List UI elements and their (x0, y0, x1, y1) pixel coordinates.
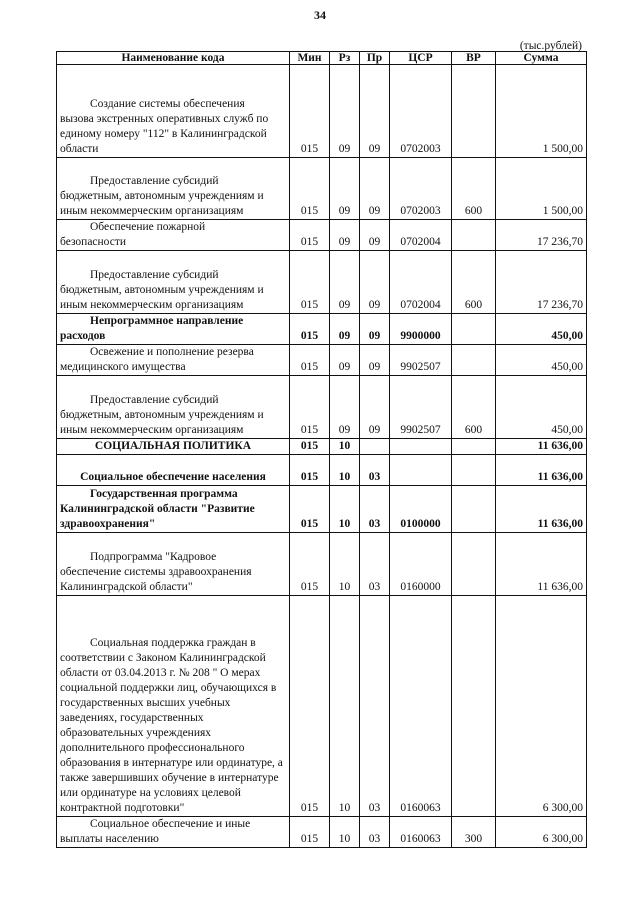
row-rz: 10 (330, 455, 360, 486)
table-row (57, 251, 587, 314)
row-min: 015 (290, 65, 330, 158)
row-sum: 6 300,00 (496, 817, 587, 848)
row-sum: 17 236,70 (496, 251, 587, 314)
table-row (57, 220, 587, 251)
row-vr: 600 (452, 158, 496, 220)
row-rz: 09 (330, 158, 360, 220)
row-min: 015 (290, 220, 330, 251)
row-sum: 11 636,00 (496, 455, 587, 486)
page-number: 34 (314, 8, 326, 22)
row-pr: 09 (360, 65, 390, 158)
row-name: Социальная поддержка граждан в соответствии с Законом Калининградской области от 03.04.2013 г. № 208 " О мерах социальной поддержки лиц, обучающихся в государственных высших учебных заведениях, государственных образовательных учреждениях дополнительного профессионального образования в интернатуре или ординатуре, а также завершивших обучение в интернатуре или ординатуре на условиях целевой контрактной подготовки" (57, 596, 290, 817)
row-vr (452, 486, 496, 533)
budget-table (56, 51, 587, 848)
row-rz: 09 (330, 220, 360, 251)
row-rz: 10 (330, 486, 360, 533)
row-name: Социальное обеспечение населения (57, 455, 290, 486)
row-name: Социальное обеспечение и иные выплаты населению (57, 817, 290, 848)
row-pr (360, 439, 390, 455)
row-min: 015 (290, 533, 330, 596)
row-min: 015 (290, 376, 330, 439)
row-csr: 0100000 (390, 486, 452, 533)
table-row (57, 817, 587, 848)
row-sum: 11 636,00 (496, 486, 587, 533)
row-csr: 0160063 (390, 817, 452, 848)
row-sum: 1 500,00 (496, 158, 587, 220)
row-rz: 10 (330, 533, 360, 596)
row-name: Государственная программа Калининградской области "Развитие здравоохранения" (57, 486, 290, 533)
row-csr: 0160063 (390, 596, 452, 817)
row-sum: 1 500,00 (496, 65, 587, 158)
header-vr: ВР (452, 52, 496, 65)
row-sum: 17 236,70 (496, 220, 587, 251)
row-min: 015 (290, 455, 330, 486)
table-row (57, 158, 587, 220)
row-rz: 10 (330, 817, 360, 848)
row-name: СОЦИАЛЬНАЯ ПОЛИТИКА (57, 439, 290, 455)
row-pr: 09 (360, 314, 390, 345)
row-rz: 10 (330, 596, 360, 817)
row-rz: 09 (330, 65, 360, 158)
row-name: Предоставление субсидий бюджетным, автономным учреждениям и иным некоммерческим организациям (57, 251, 290, 314)
row-vr (452, 345, 496, 376)
row-name: Непрограммное направление расходов (57, 314, 290, 345)
row-vr (452, 439, 496, 455)
row-pr: 09 (360, 220, 390, 251)
row-pr: 09 (360, 376, 390, 439)
row-pr: 03 (360, 455, 390, 486)
row-name: Подпрограмма "Кадровое обеспечение системы здравоохранения Калининградской области" (57, 533, 290, 596)
row-csr: 9902507 (390, 345, 452, 376)
row-vr (452, 220, 496, 251)
row-vr (452, 596, 496, 817)
header-min: Мин (290, 52, 330, 65)
row-csr: 0702004 (390, 220, 452, 251)
row-csr (390, 455, 452, 486)
row-sum: 6 300,00 (496, 596, 587, 817)
row-rz: 09 (330, 345, 360, 376)
header-sum: Сумма (496, 52, 587, 65)
row-pr: 09 (360, 158, 390, 220)
row-csr: 0702003 (390, 158, 452, 220)
row-csr (390, 439, 452, 455)
row-sum: 450,00 (496, 376, 587, 439)
row-name: Предоставление субсидий бюджетным, автономным учреждениям и иным некоммерческим организациям (57, 376, 290, 439)
row-sum: 11 636,00 (496, 439, 587, 455)
row-csr: 9900000 (390, 314, 452, 345)
table-row (57, 345, 587, 376)
row-min: 015 (290, 596, 330, 817)
row-pr: 03 (360, 486, 390, 533)
header-name: Наименование кода (57, 52, 290, 65)
row-csr: 0702003 (390, 65, 452, 158)
row-min: 015 (290, 817, 330, 848)
row-rz: 10 (330, 439, 360, 455)
table-row (57, 376, 587, 439)
row-name: Предоставление субсидий бюджетным, автономным учреждениям и иным некоммерческим организациям (57, 158, 290, 220)
row-vr (452, 455, 496, 486)
table-row (57, 533, 587, 596)
row-pr: 03 (360, 817, 390, 848)
row-rz: 09 (330, 314, 360, 345)
row-vr: 300 (452, 817, 496, 848)
table-row (57, 314, 587, 345)
row-pr: 09 (360, 345, 390, 376)
header-rz: Рз (330, 52, 360, 65)
table-row (57, 455, 587, 486)
row-min: 015 (290, 251, 330, 314)
row-vr: 600 (452, 251, 496, 314)
row-rz: 09 (330, 251, 360, 314)
row-rz: 09 (330, 376, 360, 439)
row-vr (452, 65, 496, 158)
units-label: (тыс.рублей) (519, 40, 582, 52)
row-csr: 9902507 (390, 376, 452, 439)
table-header-row (57, 52, 587, 65)
row-name: Создание системы обеспечения вызова экстренных оперативных служб по единому номеру "112" в Калининградской области (57, 65, 290, 158)
row-pr: 03 (360, 533, 390, 596)
row-sum: 11 636,00 (496, 533, 587, 596)
row-vr (452, 533, 496, 596)
row-name: Освежение и пополнение резерва медицинского имущества (57, 345, 290, 376)
table-row (57, 65, 587, 158)
row-csr: 0160000 (390, 533, 452, 596)
table-row (57, 596, 587, 817)
row-csr: 0702004 (390, 251, 452, 314)
row-name: Обеспечение пожарной безопасности (57, 220, 290, 251)
row-min: 015 (290, 345, 330, 376)
row-min: 015 (290, 158, 330, 220)
row-vr: 600 (452, 376, 496, 439)
row-sum: 450,00 (496, 314, 587, 345)
row-sum: 450,00 (496, 345, 587, 376)
row-pr: 09 (360, 251, 390, 314)
row-min: 015 (290, 439, 330, 455)
table-row (57, 439, 587, 455)
row-min: 015 (290, 486, 330, 533)
header-csr: ЦСР (390, 52, 452, 65)
row-pr: 03 (360, 596, 390, 817)
header-pr: Пр (360, 52, 390, 65)
table-row (57, 486, 587, 533)
row-vr (452, 314, 496, 345)
row-min: 015 (290, 314, 330, 345)
